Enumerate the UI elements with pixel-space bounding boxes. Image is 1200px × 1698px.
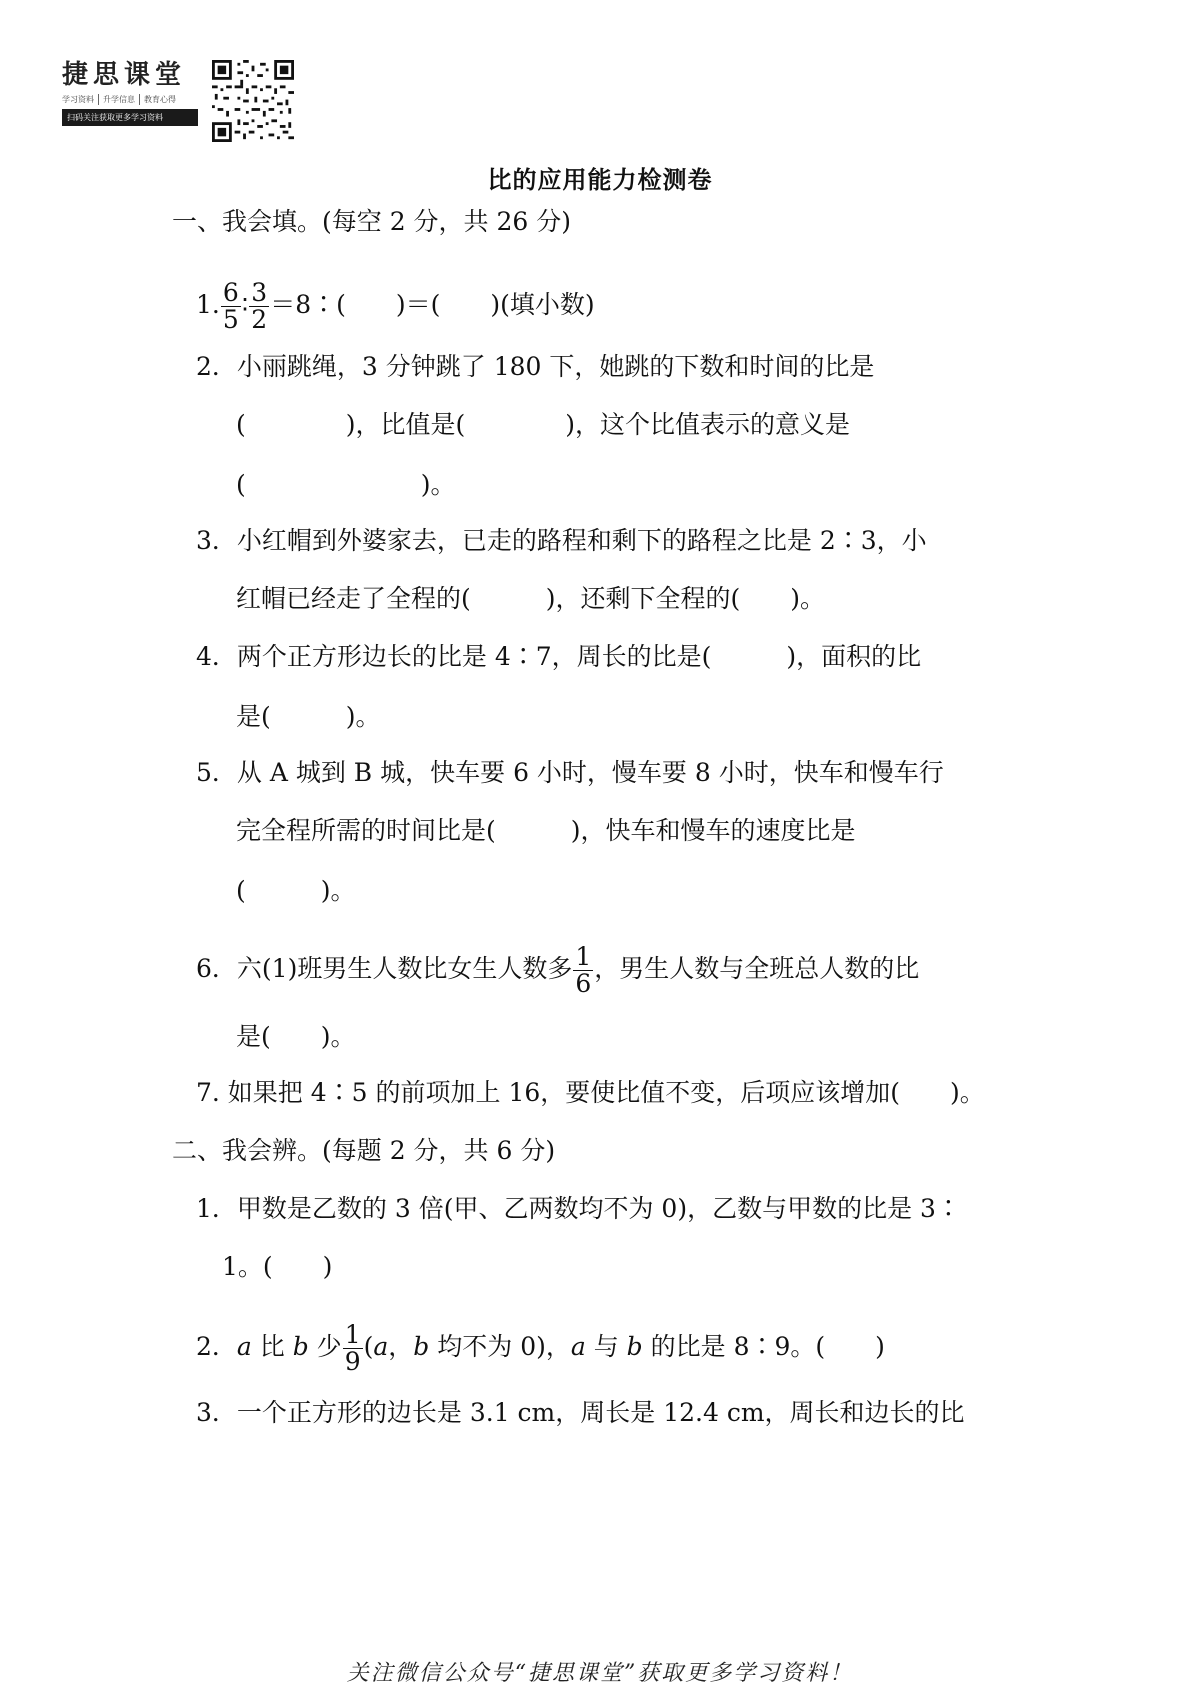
section-heading: 二、我会辨。(每题 2 分，共 6 分) — [172, 1136, 556, 1165]
fraction: $\frac{6}{5}$ — [222, 278, 239, 334]
question-text: 2．小丽跳绳，3 分钟跳了 180 下，她跳的下数和时间的比是 — [196, 352, 875, 381]
brand-tag: 学习资料 — [62, 95, 94, 104]
question-text: 1．甲数是乙数的 3 倍(甲、乙两数均不为 0)，乙数与甲数的比是 3∶ — [196, 1194, 961, 1223]
brand-tags — [62, 94, 202, 105]
question-text: 5．从 A 城到 B 城，快车要 6 小时，慢车要 8 小时，快车和慢车行 — [196, 758, 944, 787]
fraction: $\frac{3}{2}$ — [251, 278, 268, 334]
section-heading: 一、我会填。(每空 2 分，共 26 分) — [172, 207, 572, 236]
question-text: ＝8∶( )＝( )(填小数) — [270, 290, 595, 319]
question-text: 红帽已经走了全程的( )，还剩下全程的( )。 — [236, 584, 826, 613]
question-text: 3．小红帽到外婆家去，已走的路程和剩下的路程之比是 2∶3，小 — [196, 526, 927, 555]
qr-code-icon — [212, 60, 294, 142]
question-text: 7. 如果把 4∶5 的前项加上 16，要使比值不变，后项应该增加( )。 — [196, 1078, 985, 1107]
brand-slogan: 扫码关注获取更多学习资料 — [62, 109, 198, 126]
question-2-2: 2．a 比 b 少 $\frac{1}{9}$ (a，b 均不为 0)，a 与 b 的比是 8∶9。( ) — [196, 1320, 885, 1376]
brand-tag: 升学信息 — [98, 94, 135, 105]
question-text: ( )。 — [236, 876, 356, 905]
question-text: ( )。 — [236, 470, 456, 499]
question-text: 1。( ) — [222, 1252, 333, 1281]
page-title: 比的应用能力检测卷 — [487, 166, 713, 194]
brand-logo — [62, 58, 202, 126]
question-number: 1. — [196, 290, 220, 319]
question-text: 是( )。 — [236, 702, 381, 731]
question-text: 是( )。 — [236, 1022, 356, 1051]
brand-tag: 教育心得 — [139, 94, 176, 105]
question-1-6: 6．六(1)班男生人数比女生人数多 $\frac{1}{6}$ ，男生人数与全班总人数的比 — [196, 942, 920, 998]
question-text: ( )，比值是( )，这个比值表示的意义是 — [236, 410, 851, 439]
footer-note: 关注微信公众号“捷思课堂”获取更多学习资料！ — [346, 1661, 854, 1686]
fraction: $\frac{1}{6}$ — [575, 942, 592, 998]
question-text: 4．两个正方形边长的比是 4∶7，周长的比是( )，面积的比 — [196, 642, 922, 671]
question-text: 完全程所需的时间比是( )，快车和慢车的速度比是 — [236, 816, 856, 845]
question-text: 3．一个正方形的边长是 3.1 cm，周长是 12.4 cm，周长和边长的比 — [196, 1398, 965, 1427]
question-1-1: 1. $\frac{6}{5}$ ∶ $\frac{3}{2}$ ＝8∶( )＝( )(填小数) — [196, 278, 595, 334]
fraction: $\frac{1}{9}$ — [344, 1320, 361, 1376]
brand-name: 捷思课堂 — [62, 60, 187, 90]
